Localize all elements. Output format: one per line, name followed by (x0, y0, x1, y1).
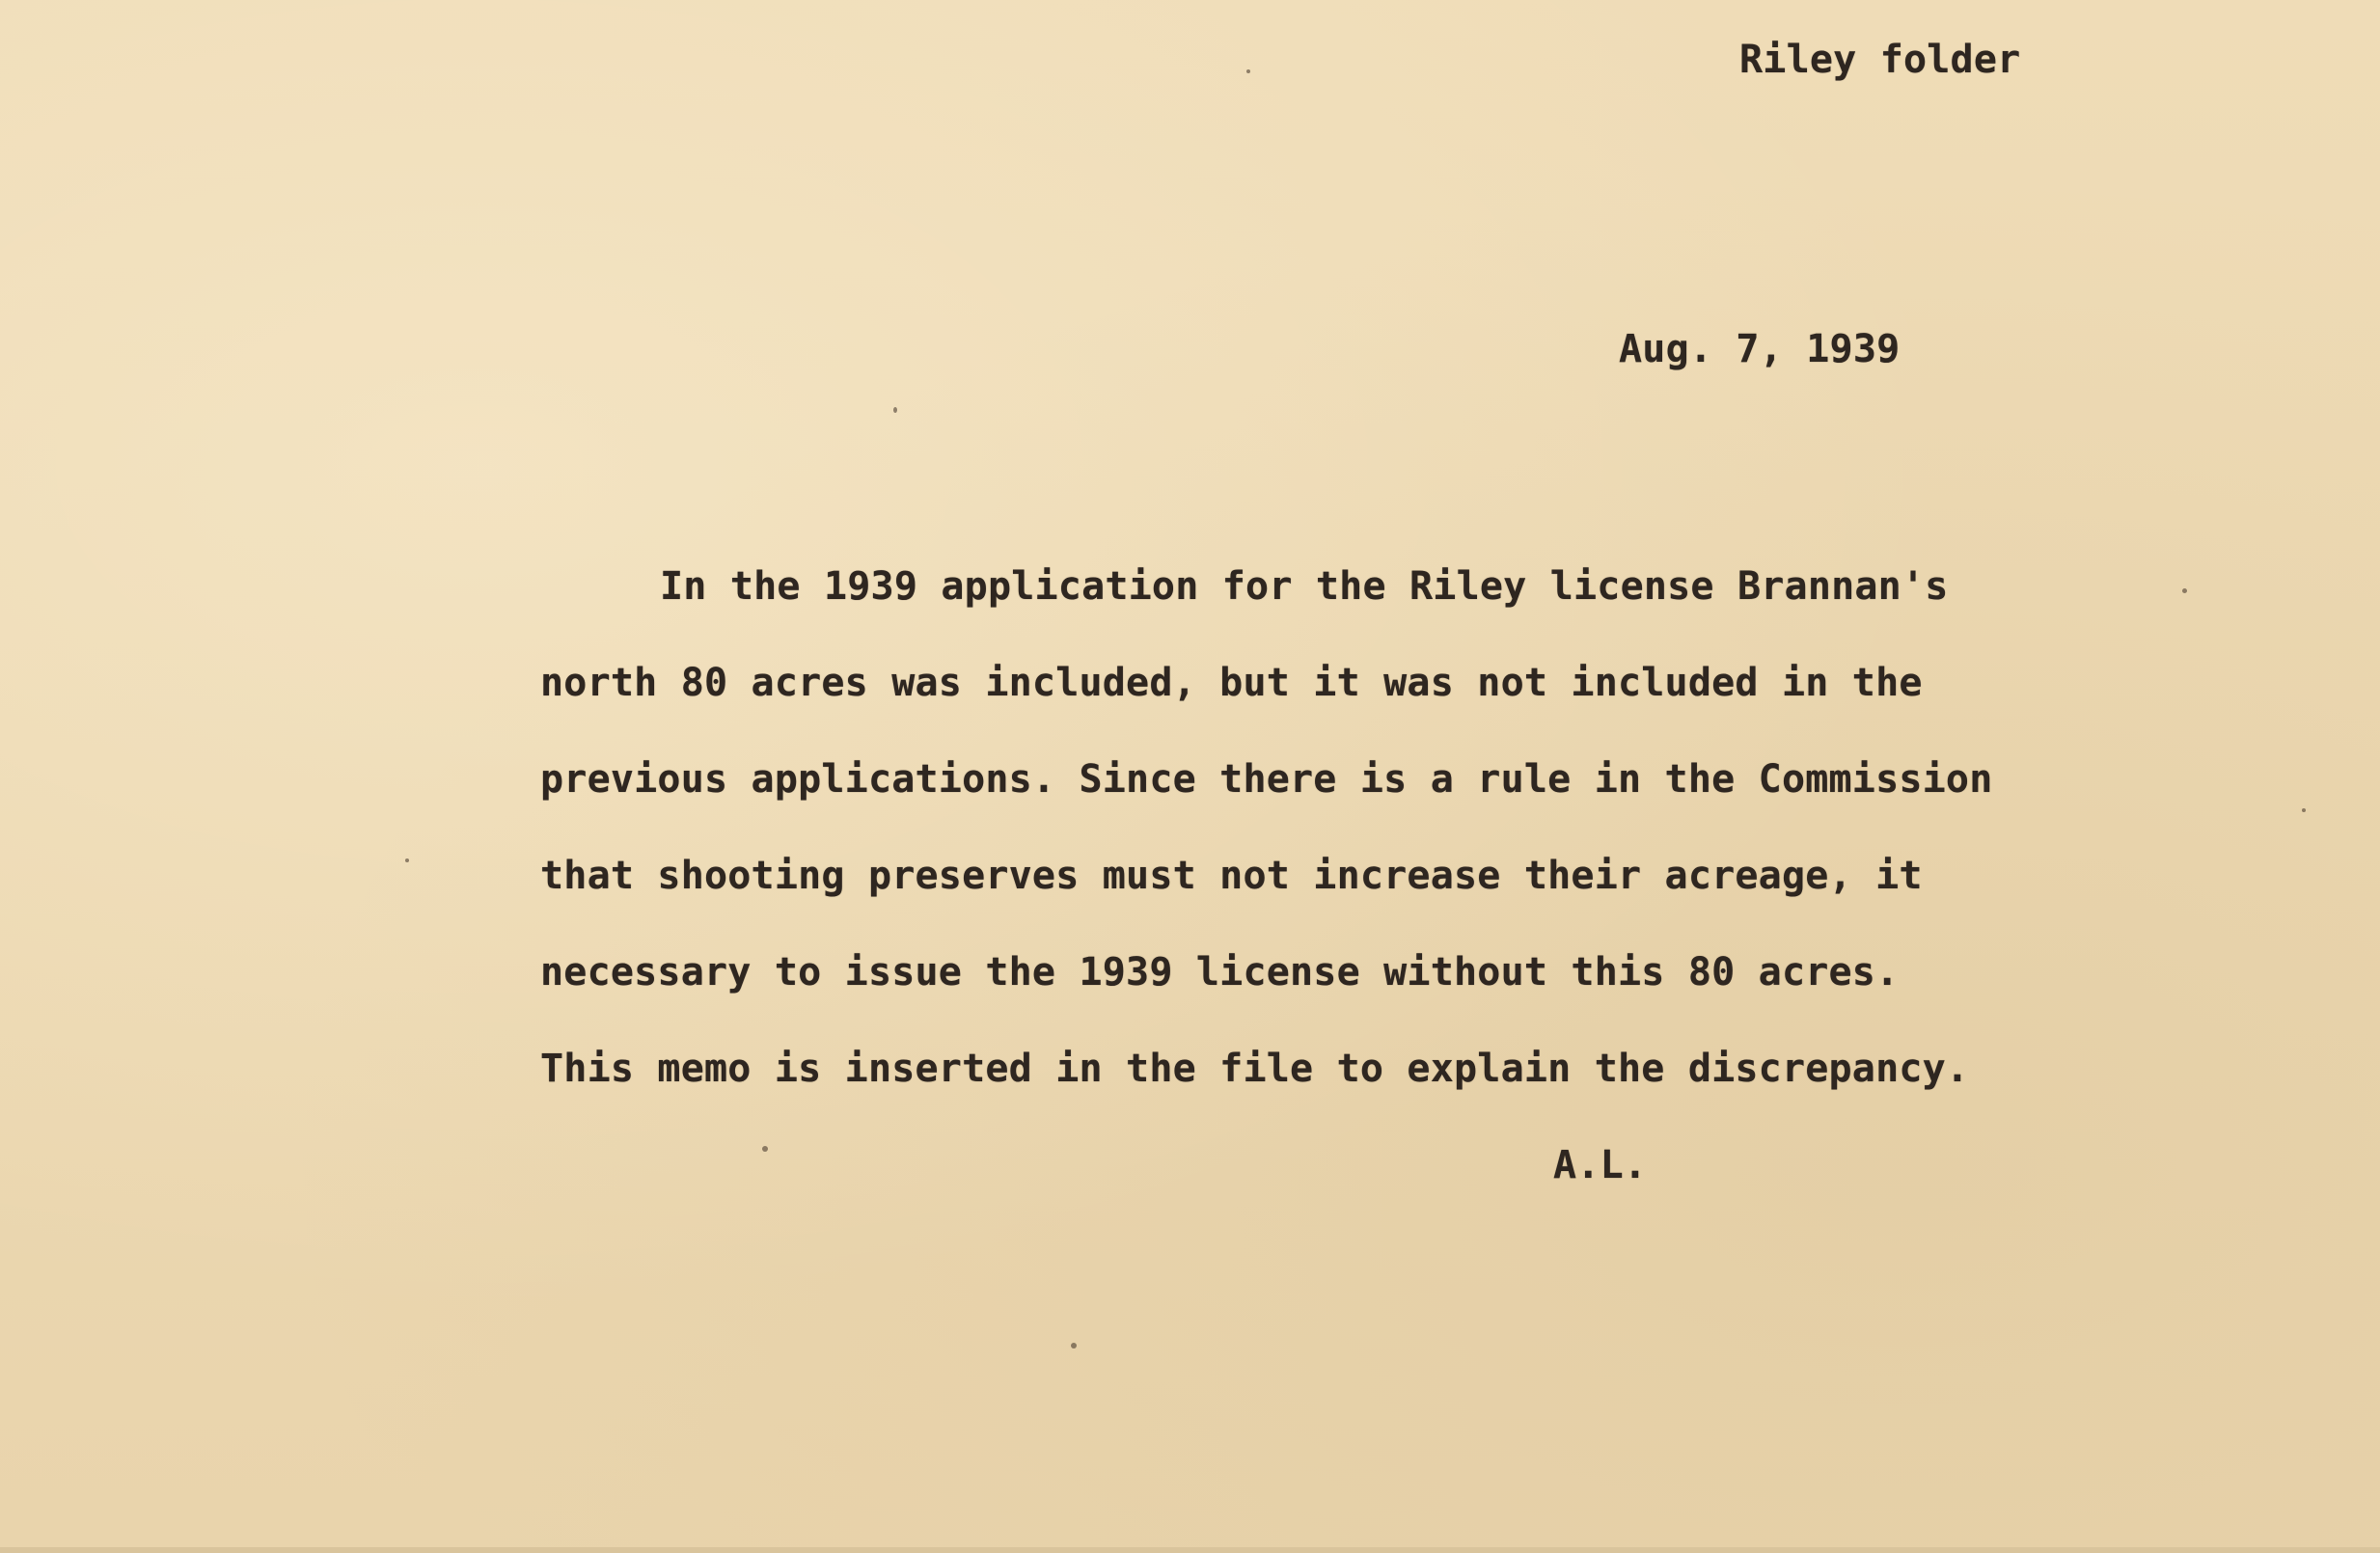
paper-speck (1071, 1343, 1077, 1349)
body-line: previous applications. Since there is a rule in the Commission (540, 757, 1993, 802)
paper-speck (2302, 808, 2306, 812)
folder-label: Riley folder (1739, 38, 2021, 82)
memo-date: Aug. 7, 1939 (1619, 327, 1901, 371)
paper-speck (2182, 588, 2187, 593)
body-line: In the 1939 application for the Riley license Brannan's (660, 564, 1949, 609)
body-line: north 80 acres was included, but it was not included in the (540, 661, 1923, 705)
paper-edge (0, 1547, 2380, 1553)
paper-speck (762, 1146, 768, 1152)
signature-initials: A.L. (1553, 1143, 1648, 1187)
paper-speck (893, 407, 897, 413)
body-line: that shooting preserves must not increase their acreage, it (540, 854, 1923, 898)
paper-speck (405, 858, 409, 862)
body-line: necessary to issue the 1939 license without this 80 acres. (540, 950, 1900, 994)
paper-speck (1246, 69, 1250, 73)
body-line: This memo is inserted in the file to explain the discrepancy. (540, 1047, 1970, 1091)
